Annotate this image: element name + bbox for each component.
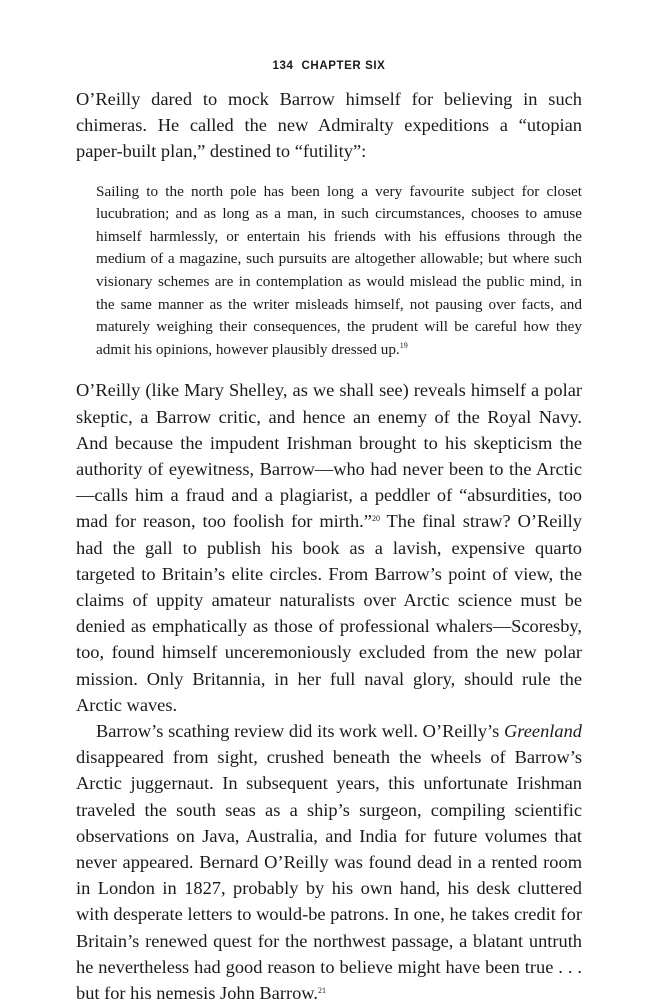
book-page <box>76 58 582 1006</box>
page-number: 134 <box>272 60 294 72</box>
book-title-greenland: Greenland <box>504 721 582 741</box>
paragraph-3-after-title: disappeared from sight, crushed beneath the wheels of Barrow’s Arctic juggernaut. In subsequent years, this unfortunate Irishman traveled the south seas as a ship’s surgeon, compiling scientific observations on Java, Australia, and India for future volumes that never appeared. Bernard O’Reilly was found dead in a rented room in London in 1827, probably by his own hand, his desk cluttered with desperate letters to would-be patrons. In one, he takes credit for Britain’s renewed quest for the northwest passage, a blatant untruth he nevertheless had good reason to believe might have been true . . . but for his nemesis John Barrow. <box>76 747 582 1004</box>
footnote-marker-19: 19 <box>399 340 408 350</box>
running-head <box>76 58 582 74</box>
footnote-marker-20: 20 <box>371 514 380 524</box>
paragraph-2 <box>76 377 582 718</box>
block-quote-text: Sailing to the north pole has been long a very favourite subject for closet lucubration; and as long as a man, in such circumstances, chooses to amuse himself harmlessly, or entertain his friends with his effusions through the medium of a magazine, such pursuits are altogether allowable; but where such visionary schemes are in contemplation as would mislead the public mind, in the same manner as the writer misleads himself, not pausing over facts, and maturely weighing their consequences, the prudent will be careful how they admit his opinions, however plausibly dressed up. <box>96 182 582 358</box>
paragraph-2-part-2: The final straw? O’Reilly had the gall to publish his book as a lavish, expensive quarto targeted to Britain’s elite circles. From Barrow’s point of view, the claims of uppity amateur naturalists over Arctic science must be denied as emphatically as those of professional whalers—Scoresby, too, found himself unceremoniously excluded from the new polar mission. Only Britannia, in her full naval glory, should rule the Arctic waves. <box>76 511 582 715</box>
paragraph-3-before-title: Barrow’s scathing review did its work well. O’Reilly’s <box>96 721 505 741</box>
block-quote <box>96 181 582 362</box>
paragraph-2-part-1: O’Reilly (like Mary Shelley, as we shall see) reveals himself a polar skeptic, a Barrow critic, and hence an enemy of the Royal Navy. And because the impudent Irishman brought to his skepticism the authority of eyewitness, Barrow—who had never been to the Arctic—calls him a fraud and a plagiarist, a peddler of “absurdities, too mad for reason, too foolish for mirth.” <box>76 380 582 532</box>
paragraph-1: O’Reilly dared to mock Barrow himself for believing in such chimeras. He called the new Admiralty expeditions a “utopian paper-built plan,” destined to “futility”: <box>76 89 582 162</box>
paragraph-3 <box>76 718 582 1006</box>
footnote-marker-21: 21 <box>317 986 326 996</box>
chapter-title: CHAPTER SIX <box>301 60 386 72</box>
